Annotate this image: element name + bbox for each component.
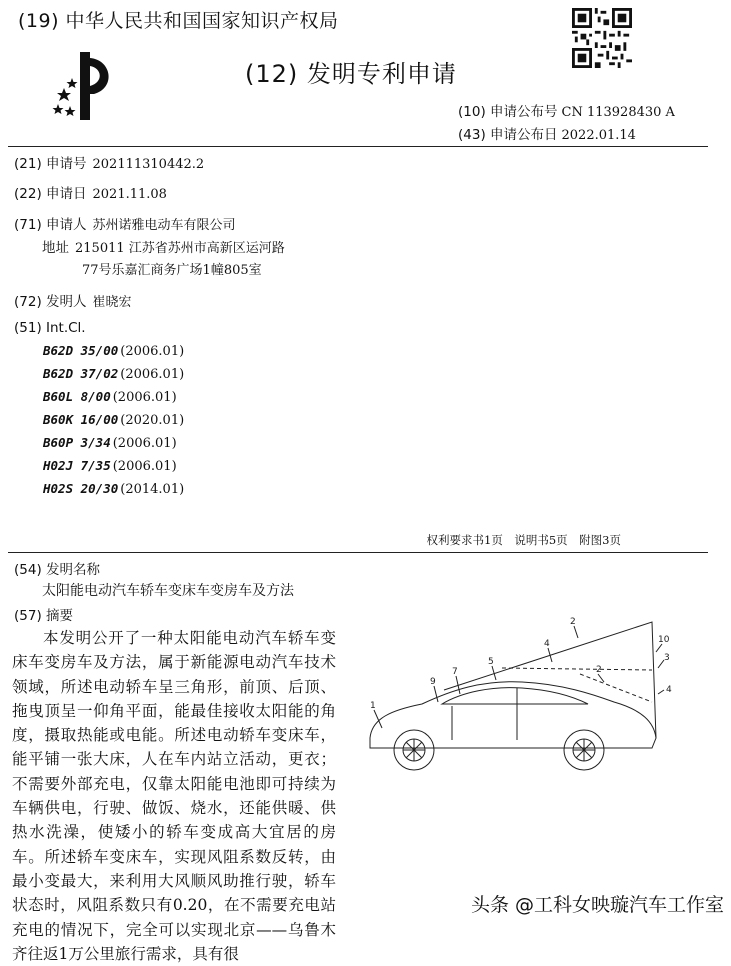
figure-label: 1 — [370, 701, 376, 711]
application-number-value: 202111310442.2 — [92, 157, 205, 172]
ipc-code: B62D 37/02 — [43, 366, 119, 381]
ipc-year: (2020.01) — [120, 413, 185, 428]
figure-label: 2 — [570, 617, 576, 627]
header-divider — [8, 146, 708, 147]
address-line-2: 77号乐嘉汇商务广场1幢805室 — [82, 263, 262, 278]
ipc-entry — [43, 458, 177, 474]
figure-label: 9 — [430, 677, 436, 687]
page-count-summary: 权利要求书1页 说明书5页 附图3页 — [426, 533, 621, 547]
roof-dashed-line-2 — [580, 674, 652, 702]
application-date-value: 2021.11.08 — [92, 187, 167, 202]
ipc-entry — [43, 481, 184, 497]
application-number — [14, 152, 204, 172]
applicant-value: 苏州诺雅电动车有限公司 — [92, 218, 236, 233]
solar-roof-line — [444, 622, 656, 738]
cnipa-logo — [50, 48, 120, 123]
ipc-year: (2006.01) — [120, 367, 185, 382]
address-label: 地址 — [42, 240, 69, 256]
inventor-label: (72) 发明人 — [14, 294, 87, 310]
ipc-year: (2006.01) — [112, 459, 177, 474]
rear-wheel-spokes — [573, 739, 595, 761]
figure-label: 4 — [544, 639, 550, 649]
document-type: (12) 发明专利申请 — [245, 60, 457, 88]
ipc-year: (2006.01) — [120, 344, 185, 359]
inventor — [14, 290, 132, 310]
ipc-code: H02S 20/30 — [43, 481, 119, 496]
invention-title-label: (54) 发明名称 — [14, 562, 101, 578]
publication-date-label: (43) 申请公布日 — [458, 127, 558, 143]
roof-dashed-line — [502, 668, 652, 670]
car-drawing-figure — [352, 610, 692, 780]
abstract-text: 本发明公开了一种太阳能电动汽车轿车变床车变房车及方法，属于新能源电动汽车技术领域，所述电动轿车呈三角形，前顶、后顶、拖曳顶呈一仰角平面，能最佳接收太阳能的角度，摄取热能或电能。所述电动轿车变床车，能平铺一张大床，人在车内站立活动，更衣；不需要外部充电，仅靠太阳能电池即可持续为车辆供电，行驶、做饭、烧水，还能供暖、供热水洗澡，使矮小的轿车变成高大宜居的房车。所述轿车变床车，实现风阻系数反转，由最小变最大，来利用大风顺风助推行驶，轿车状态时，风阻系数只有0.20，在不需要充电站充电的情况下，完全可以实现北京——乌鲁木齐往返1万公里旅行需求，具有很 — [12, 629, 336, 963]
ipc-entry — [43, 366, 184, 382]
leader-line — [434, 686, 438, 702]
abstract-label: (57) 摘要 — [14, 608, 74, 624]
figure-label: 3 — [664, 653, 670, 663]
inventor-value: 崔晓宏 — [92, 295, 132, 310]
ipc-code: B60L 8/00 — [43, 389, 111, 404]
int-cl-label: (51) Int.Cl. — [14, 320, 86, 336]
ipc-entry — [43, 412, 184, 428]
leader-line — [658, 690, 664, 694]
ipc-entry — [43, 343, 184, 359]
abstract-divider — [8, 552, 708, 553]
leader-line — [574, 626, 578, 638]
applicant-label: (71) 申请人 — [14, 217, 87, 233]
ipc-code: H02J 7/35 — [43, 458, 111, 473]
watermark: 头条 @工科女映璇汽车工作室 — [471, 894, 725, 916]
application-date-label: (22) 申请日 — [14, 186, 87, 202]
ipc-entry — [43, 435, 177, 451]
application-date — [14, 182, 167, 202]
publication-number — [458, 100, 675, 120]
qr-code — [572, 8, 632, 68]
applicant — [14, 213, 236, 233]
application-number-label: (21) 申请号 — [14, 156, 87, 172]
figure-label: 7 — [452, 667, 458, 677]
figure-label: 2 — [596, 665, 602, 675]
ipc-code: B62D 35/00 — [43, 343, 119, 358]
ipc-year: (2006.01) — [112, 436, 177, 451]
leader-line — [656, 644, 662, 652]
publication-date — [458, 123, 636, 143]
ipc-year: (2014.01) — [120, 482, 185, 497]
address-line-1: 215011 江苏省苏州市高新区运河路 — [75, 241, 285, 256]
ipc-code: B60K 16/00 — [43, 412, 119, 427]
car-body-outline — [370, 682, 656, 748]
ipc-entry — [43, 389, 177, 405]
publication-number-label: (10) 申请公布号 — [458, 104, 558, 120]
office-title: (19) 中华人民共和国国家知识产权局 — [18, 10, 339, 32]
publication-date-value: 2022.01.14 — [561, 128, 636, 143]
ipc-code: B60P 3/34 — [43, 435, 111, 450]
invention-title: 太阳能电动汽车轿车变床车变房车及方法 — [42, 583, 294, 599]
leader-line — [598, 674, 604, 682]
publication-number-value: CN 113928430 A — [561, 105, 675, 120]
figure-label: 10 — [658, 635, 670, 645]
car-window — [442, 688, 588, 704]
figure-label: 4 — [666, 685, 672, 695]
address — [42, 236, 285, 256]
ipc-year: (2006.01) — [112, 390, 177, 405]
figure-label: 5 — [488, 657, 494, 667]
front-wheel-spokes — [403, 739, 425, 761]
